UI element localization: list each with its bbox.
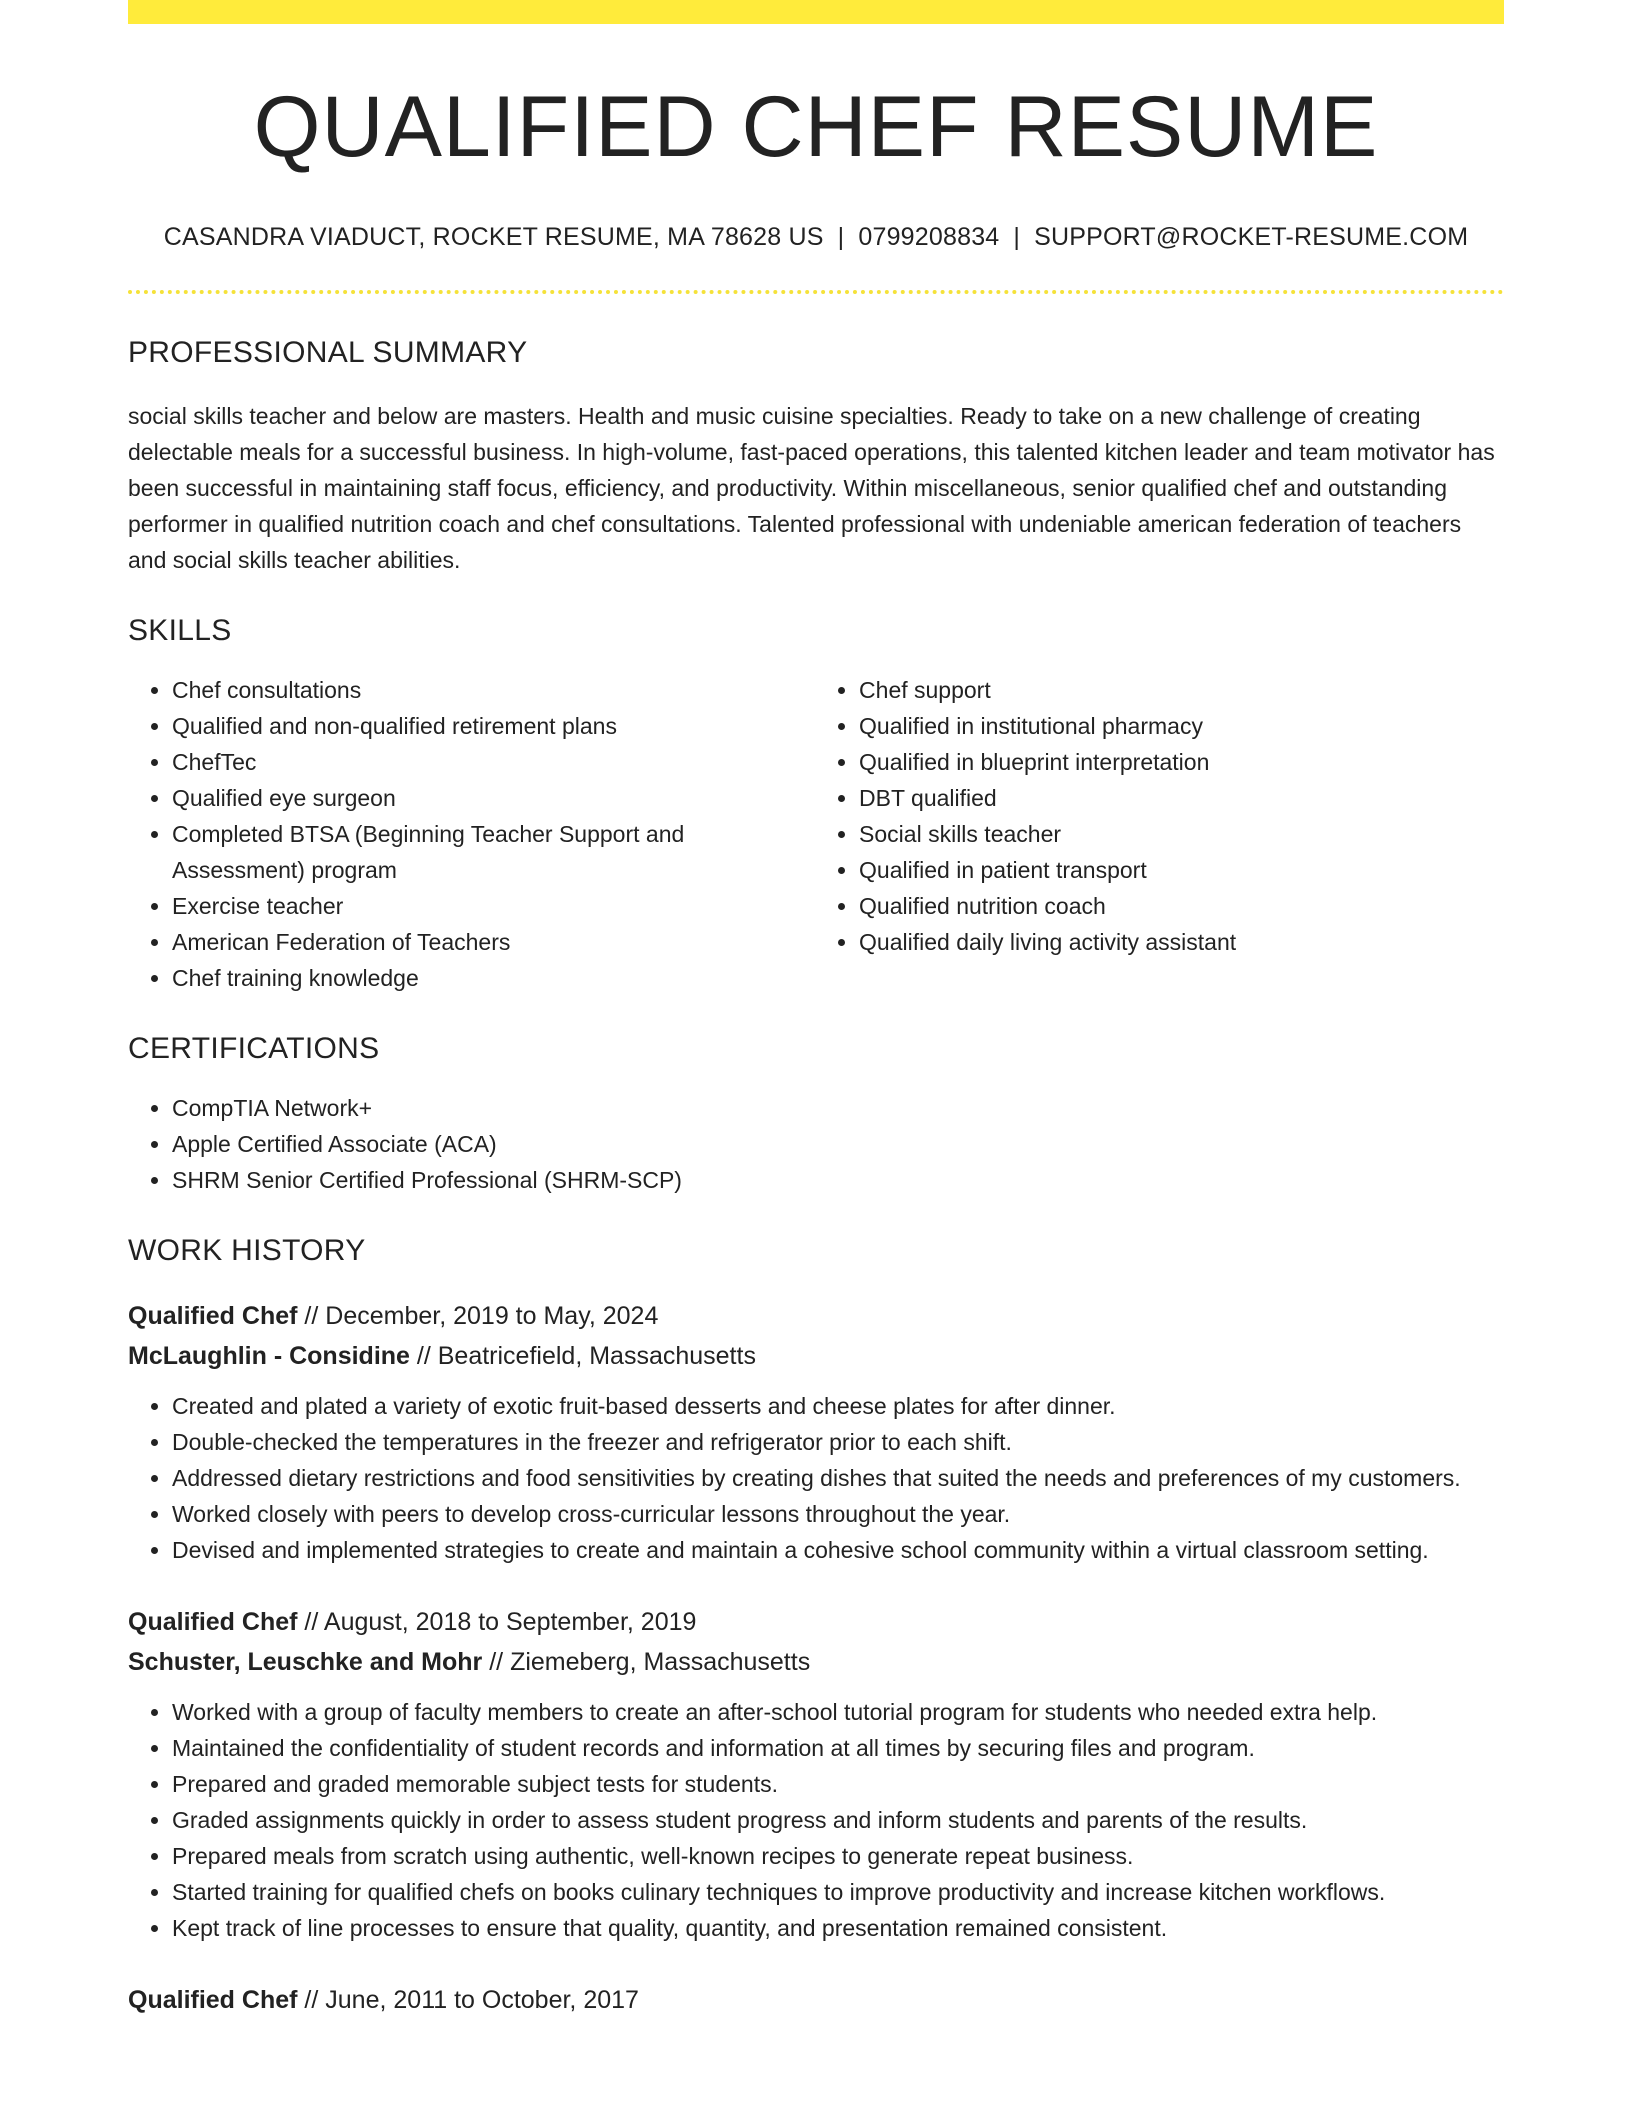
skill-item: • Qualified in blueprint interpretation: [859, 744, 1504, 780]
job-company-line: [128, 1642, 1504, 1682]
contact-address: CASANDRA VIADUCT, ROCKET RESUME, MA 78628 US: [163, 222, 824, 251]
dotted-divider: [128, 290, 1504, 294]
job-bullet: • Double-checked the temperatures in the freezer and refrigerator prior to each shift.: [172, 1424, 1504, 1460]
job-dates: December, 2019 to May, 2024: [325, 1301, 659, 1330]
job-company: Schuster, Leuschke and Mohr: [128, 1647, 483, 1676]
skill-item: • Exercise teacher: [172, 888, 815, 924]
skill-item: • Chef consultations: [172, 672, 815, 708]
job-company: McLaughlin - Considine: [128, 1341, 410, 1370]
job-bullets: [128, 1694, 1504, 1946]
job-entry: [128, 1602, 1504, 1946]
job-bullet: • Graded assignments quickly in order to assess student progress and inform students and parents of the results.: [172, 1802, 1504, 1838]
skills-list-right: [815, 672, 1504, 996]
job-bullet: • Addressed dietary restrictions and food sensitivities by creating dishes that suited the needs and preferences of my customers.: [172, 1460, 1504, 1496]
certification-item: • Apple Certified Associate (ACA): [172, 1126, 1504, 1162]
job-separator: //: [489, 1647, 504, 1676]
skill-item: • Qualified and non-qualified retirement plans: [172, 708, 815, 744]
job-location: Beatricefield, Massachusetts: [437, 1341, 756, 1370]
skill-item: • Social skills teacher: [859, 816, 1504, 852]
summary-heading: PROFESSIONAL SUMMARY: [128, 335, 528, 369]
contact-phone: 0799208834: [858, 222, 1000, 251]
skill-item: • Qualified daily living activity assistant: [859, 924, 1504, 960]
skill-item: • Qualified in patient transport: [859, 852, 1504, 888]
job-separator: //: [304, 1607, 319, 1636]
job-separator: //: [304, 1301, 319, 1330]
job-bullet: • Prepared and graded memorable subject tests for students.: [172, 1766, 1504, 1802]
skill-item: • American Federation of Teachers: [172, 924, 815, 960]
job-bullet: • Started training for qualified chefs on books culinary techniques to improve productivity and increase kitchen workflows.: [172, 1874, 1504, 1910]
skills-columns: [128, 648, 1504, 996]
job-bullet: • Worked closely with peers to develop cross-curricular lessons throughout the year.: [172, 1496, 1504, 1532]
job-bullet: • Kept track of line processes to ensure that quality, quantity, and presentation remained consistent.: [172, 1910, 1504, 1946]
job-dates: August, 2018 to September, 2019: [323, 1607, 697, 1636]
job-dates: June, 2011 to October, 2017: [325, 1985, 639, 2014]
contact-line: [128, 223, 1504, 252]
contact-email: SUPPORT@ROCKET-RESUME.COM: [1034, 222, 1469, 251]
skill-item: • ChefTec: [172, 744, 815, 780]
job-bullet: • Maintained the confidentiality of student records and information at all times by securing files and program.: [172, 1730, 1504, 1766]
job-bullet: • Prepared meals from scratch using authentic, well-known recipes to generate repeat business.: [172, 1838, 1504, 1874]
job-title: Qualified Chef: [128, 1607, 298, 1636]
certifications-list: [128, 1090, 1504, 1198]
contact-separator: |: [837, 222, 845, 251]
skill-item: • DBT qualified: [859, 780, 1504, 816]
job-bullet: • Created and plated a variety of exotic fruit-based desserts and cheese plates for after dinner.: [172, 1388, 1504, 1424]
skill-item: • Qualified in institutional pharmacy: [859, 708, 1504, 744]
work-history-section: [128, 1234, 1504, 2020]
skill-item: • Qualified nutrition coach: [859, 888, 1504, 924]
job-title: Qualified Chef: [128, 1985, 298, 2014]
contact-separator: |: [1013, 222, 1021, 251]
accent-bar: [128, 0, 1504, 24]
job-separator: //: [416, 1341, 431, 1370]
skill-item: • Chef support: [859, 672, 1504, 708]
job-bullets: [128, 1388, 1504, 1568]
job-title-line: [128, 1980, 1504, 2020]
certification-item: • SHRM Senior Certified Professional (SHRM-SCP): [172, 1162, 1504, 1198]
job-company-line: [128, 1336, 1504, 1376]
job-separator: //: [304, 1985, 319, 2014]
job-bullet: • Devised and implemented strategies to create and maintain a cohesive school community within a virtual classroom setting.: [172, 1532, 1504, 1568]
skills-section: [128, 614, 1504, 996]
job-entry: [128, 1296, 1504, 1568]
certification-item: • CompTIA Network+: [172, 1090, 1504, 1126]
job-title-line: [128, 1602, 1504, 1642]
resume-title: QUALIFIED CHEF RESUME: [253, 79, 1379, 175]
job-location: Ziemeberg, Massachusetts: [510, 1647, 811, 1676]
job-entry: [128, 1980, 1504, 2020]
job-title: Qualified Chef: [128, 1301, 298, 1330]
skill-item: • Chef training knowledge: [172, 960, 815, 996]
certifications-section: [128, 1032, 1504, 1198]
resume-page: [128, 0, 1504, 2020]
work-history-heading: WORK HISTORY: [128, 1233, 366, 1267]
skills-list-left: [128, 672, 815, 996]
certifications-heading: CERTIFICATIONS: [128, 1031, 380, 1065]
summary-text: social skills teacher and below are masters. Health and music cuisine specialties. Ready to take on a new challenge of creating delectable meals for a successful business. In high-volume, fast-paced operations, this talented kitchen leader and team motivator has been successful in maintaining staff focus, efficiency, and productivity. Within miscellaneous, senior qualified chef and outstanding performer in qualified nutrition coach and chef consultations. Talented professional with undeniable american federation of teachers and social skills teacher abilities.: [128, 402, 1495, 573]
skill-item: • Qualified eye surgeon: [172, 780, 815, 816]
job-bullet: • Worked with a group of faculty members to create an after-school tutorial program for students who needed extra help.: [172, 1694, 1504, 1730]
job-title-line: [128, 1296, 1504, 1336]
skill-item: • Completed BTSA (Beginning Teacher Support and Assessment) program: [172, 816, 815, 888]
skills-heading: SKILLS: [128, 613, 232, 647]
